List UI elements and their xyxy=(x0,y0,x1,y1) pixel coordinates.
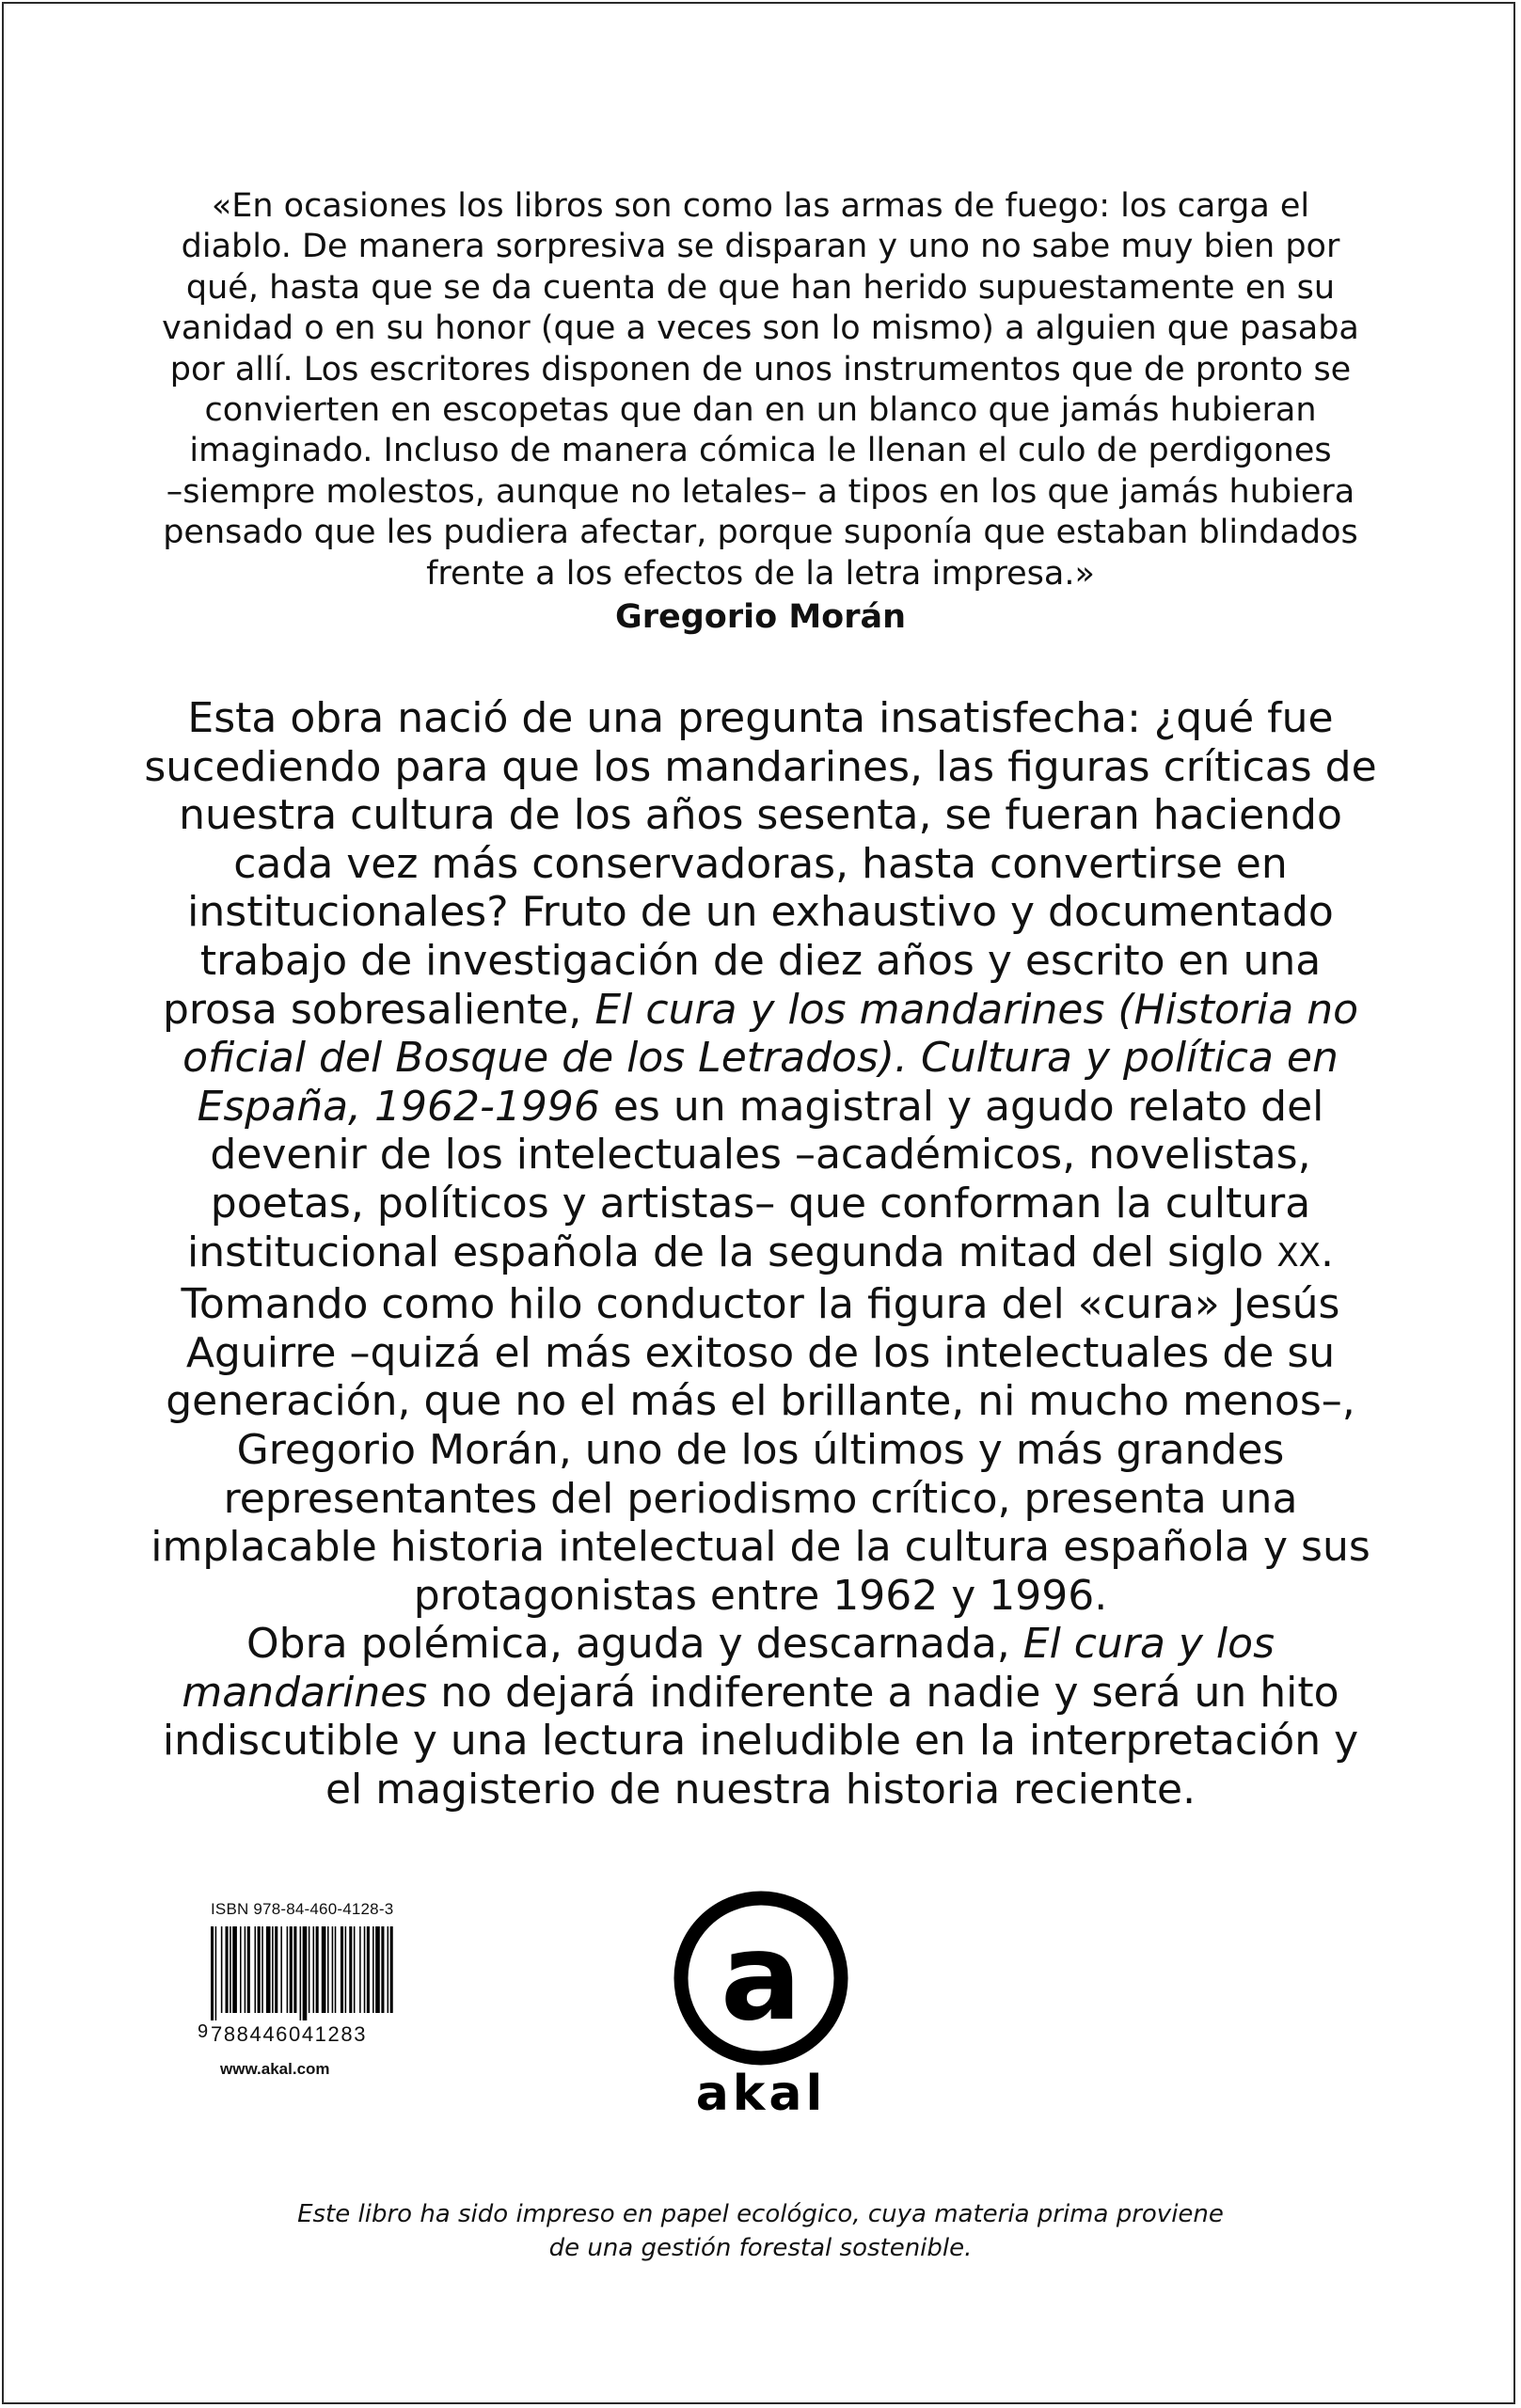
barcode-bar xyxy=(322,1926,326,2013)
isbn-barcode-block xyxy=(198,1900,438,2079)
barcode-bar xyxy=(300,1926,302,2020)
book-title-full: El cura y los mandarines (Historia no oficial del Bosque de los Letrados). Cultura y política en España, 1962-1996 xyxy=(182,985,1359,1131)
synopsis-text: Obra polémica, aguda y descarnada, xyxy=(246,1620,1023,1669)
barcode-bar xyxy=(349,1926,352,2013)
barcode-bar xyxy=(240,1926,242,2013)
barcode-bar xyxy=(230,1926,231,2013)
synopsis-text: es un magistral y agudo relato del devenir de los intelectuales –académicos, novelistas, poetas, políticos y artistas– que conforman la cultura institucional española de la segunda mitad del siglo xyxy=(187,1082,1324,1276)
barcode-bar xyxy=(367,1926,370,2013)
synopsis-paragraph-3 xyxy=(141,1620,1380,1814)
logo-wordmark: akal xyxy=(695,2066,827,2122)
quote-line: convierten en escopetas que dan en un blanco que jamás hubieran xyxy=(204,391,1317,430)
barcode-bar xyxy=(290,1926,293,2013)
quote-line: «En ocasiones los libros son como las armas de fuego: los carga el xyxy=(211,187,1310,225)
synopsis-paragraph-2: Tomando como hilo conductor la figura del «cura» Jesús Aguirre –quizá el más exitoso de los intelectuales de su generación, que no el más el brillante, ni mucho menos–, Gregorio Morán, uno de los últimos y más grandes representantes del periodismo crítico, presenta una implacable historia intelectual de la cultura española y sus protagonistas entre 1962 y 1996. xyxy=(151,1280,1370,1620)
barcode-bar xyxy=(226,1926,229,2013)
synopsis-text: . xyxy=(1320,1228,1334,1276)
book-title-short: El cura y los mandarines xyxy=(182,1620,1275,1717)
quote-line: –siempre molestos, aunque no letales– a tipos en los que jamás hubiera xyxy=(166,472,1355,511)
barcode-bar xyxy=(313,1926,315,2013)
barcode-bars xyxy=(211,1926,438,2020)
barcode-bar xyxy=(375,1926,380,2013)
barcode-bar xyxy=(245,1926,246,2013)
barcode-bar xyxy=(293,1926,296,2013)
barcode-bar xyxy=(316,1926,319,2013)
book-synopsis xyxy=(141,694,1380,1814)
quote-line: diablo. De manera sorpresiva se disparan y uno no sabe muy bien por xyxy=(181,228,1340,266)
quote-line: pensado que les pudiera afectar, porque suponía que estaban blindados xyxy=(163,514,1358,552)
barcode-bar xyxy=(232,1926,237,2013)
barcode-bar xyxy=(381,1926,384,2013)
isbn-label: ISBN 978-84-460-4128-3 xyxy=(211,1900,394,1918)
eco-note-line: de una gestión forestal sostenible. xyxy=(548,2234,973,2262)
barcode-bar xyxy=(255,1926,257,2013)
synopsis-paragraph-1 xyxy=(141,694,1380,1280)
century-numeral: XX xyxy=(1276,1236,1321,1275)
barcode-bar xyxy=(266,1926,271,2013)
barcode-bar xyxy=(287,1926,289,2013)
synopsis-text: no dejará indiferente a nadie y será un hito indiscutible y una lectura ineludible en la interpretación y el magisterio de nuestra historia reciente. xyxy=(162,1668,1359,1814)
quote-line: imaginado. Incluso de manera cómica le llenan el culo de perdigones xyxy=(189,432,1332,470)
barcode-bar xyxy=(275,1926,277,2013)
barcode-bar xyxy=(327,1926,329,2013)
synopsis-text: Esta obra nació de una pregunta insatisfecha: ¿qué fue sucediendo para que los mandarines, las figuras críticas de nuestra cultura de los años sesenta, se fueran haciendo cada vez más conservadoras, hasta convertirse en institucionales? Fruto de un exhaustivo y documentado trabajo de investigación de diez años y escrito en una prosa sobresaliente, xyxy=(144,694,1377,1034)
barcode-lead-digit: 9 xyxy=(198,2021,209,2042)
barcode-column xyxy=(211,1926,438,2047)
barcode-bar xyxy=(388,1926,389,2013)
eco-note-line: Este libro ha sido impreso en papel ecológico, cuya materia prima proviene xyxy=(297,2200,1224,2228)
barcode-bar xyxy=(247,1926,250,2013)
barcode-bar xyxy=(272,1926,274,2013)
barcode-bar xyxy=(364,1926,366,2013)
barcode-bar xyxy=(303,1926,308,2020)
barcode-bar xyxy=(341,1926,343,2013)
barcode-bar xyxy=(354,1926,356,2013)
barcode-bar xyxy=(215,1926,217,2020)
barcode-bar xyxy=(335,1926,337,2013)
epigraph-quote xyxy=(141,186,1380,640)
akal-logo-mark xyxy=(673,1891,848,2066)
publisher-website: www.akal.com xyxy=(220,2060,330,2078)
barcode-bar xyxy=(390,1926,393,2013)
logo-letter: a xyxy=(720,1908,802,2048)
quote-line: vanidad o en su honor (que a veces son lo mismo) a alguien que pasaba xyxy=(162,309,1359,348)
barcode-bar xyxy=(345,1926,347,2013)
quote-line: qué, hasta que se da cuenta de que han herido supuestamente en su xyxy=(185,268,1336,307)
barcode-bar xyxy=(211,1926,214,2020)
eco-paper-note xyxy=(141,2197,1380,2265)
barcode-bar xyxy=(359,1926,361,2013)
akal-logo xyxy=(673,1891,848,2122)
barcode-bar xyxy=(261,1926,263,2013)
barcode-bar xyxy=(258,1926,261,2013)
barcode-bar xyxy=(221,1926,223,2013)
barcode xyxy=(198,1926,438,2047)
quote-author: Gregorio Morán xyxy=(615,598,906,637)
barcode-bar xyxy=(372,1926,374,2013)
barcode-bar xyxy=(309,1926,310,2013)
barcode-bar xyxy=(280,1926,282,2013)
barcode-digits: 788446041283 xyxy=(211,2022,368,2046)
barcode-bar xyxy=(332,1926,334,2013)
quote-line: por allí. Los escritores disponen de unos instrumentos que de pronto se xyxy=(169,350,1352,388)
quote-line: frente a los efectos de la letra impresa.» xyxy=(426,554,1095,593)
